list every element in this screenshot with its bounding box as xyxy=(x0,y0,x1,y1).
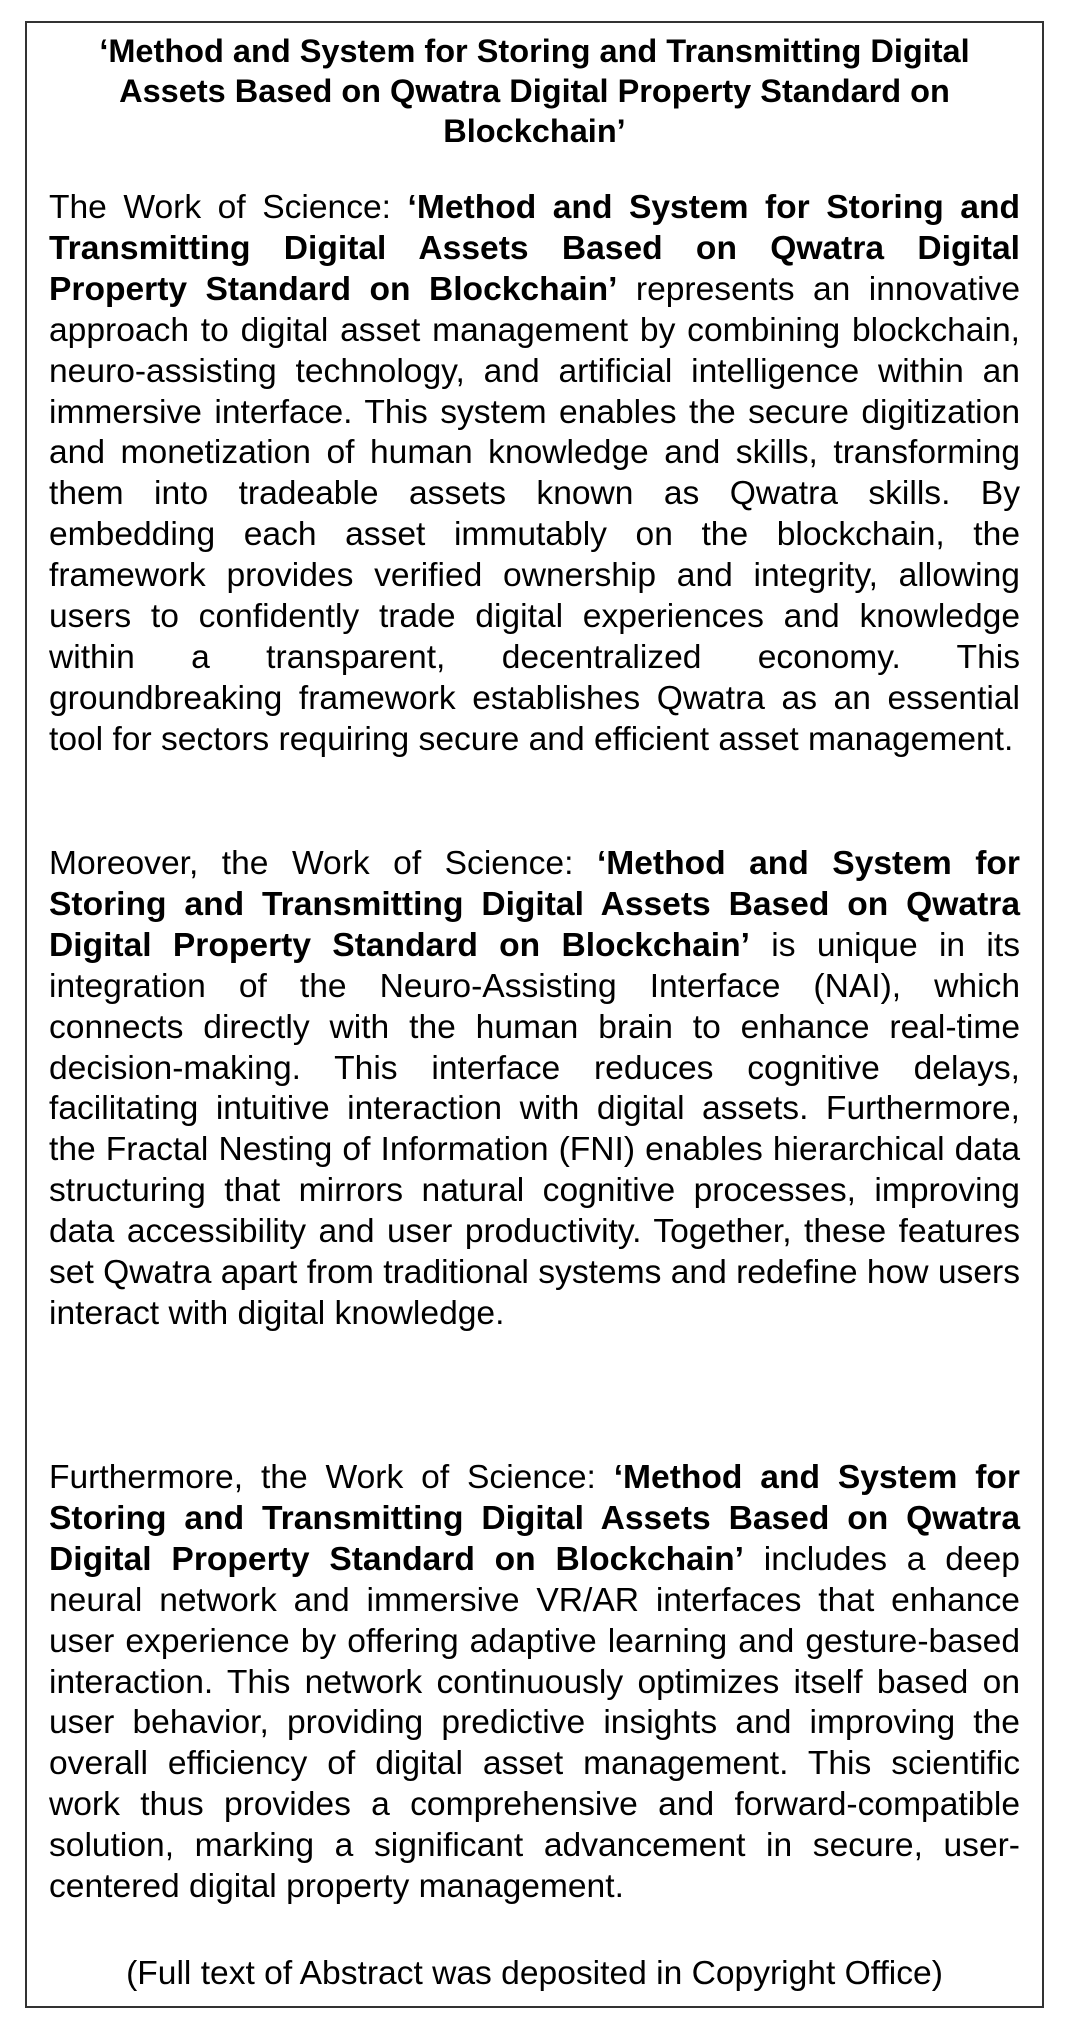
paragraph-2 xyxy=(49,844,1020,1335)
paragraph-3-body: includes a deep neural network and immersive VR/AR interfaces that enhance user experience by offering adaptive learning and gesture-based interaction. This network continuously optimizes itself based on user behavior, providing predictive insights and improving the overall efficiency of digital asset management. This scientific work thus provides a comprehensive and forward-compatible solution, marking a significant advancement in secure, user-centered digital property management. xyxy=(49,1540,1020,1906)
paragraph-2-work-title: ‘Method and System for Storing and Transmitting Digital Assets Based on Qwatra Digital Property Standard on Blockchain’ xyxy=(49,845,1020,964)
paragraph-1-body: represents an innovative approach to digital asset management by combining blockchain, neuro-assisting technology, and artificial intelligence within an immersive interface. This system enables the secure digitization and monetization of human knowledge and skills, transforming them into tradeable assets known as Qwatra skills. By embedding each asset immutably on the blockchain, the framework provides verified ownership and integrity, allowing users to confidently trade digital experiences and knowledge within a transparent, decentralized economy. This groundbreaking framework establishes Qwatra as an essential tool for sectors requiring secure and efficient asset management. xyxy=(49,270,1020,758)
paragraph-2-lead: Moreover, the Work of Science: xyxy=(49,845,597,882)
abstract-title: ‘Method and System for Storing and Transmitting Digital Assets Based on Qwatra Digital Property Standard on Blockchain’ xyxy=(99,33,970,149)
paragraph-1-lead: The Work of Science: xyxy=(49,189,408,226)
abstract-box xyxy=(25,21,1044,2008)
paragraph-2-body: is unique in its integration of the Neuro-Assisting Interface (NAI), which connects directly with the human brain to enhance real-time decision-making. This interface reduces cognitive delays, facilitating intuitive interaction with digital assets. Furthermore, the Fractal Nesting of Information (FNI) enables hierarchical data structuring that mirrors natural cognitive processes, improving data accessibility and user productivity. Together, these features set Qwatra apart from traditional systems and redefine how users interact with digital knowledge. xyxy=(49,926,1020,1332)
paragraph-3-work-title: ‘Method and System for Storing and Transmitting Digital Assets Based on Qwatra Digital Property Standard on Blockchain’ xyxy=(49,1459,1020,1578)
deposit-note: (Full text of Abstract was deposited in Copyright Office) xyxy=(126,1955,943,1992)
paragraph-3 xyxy=(49,1458,1020,1908)
paragraph-3-lead: Furthermore, the Work of Science: xyxy=(49,1459,614,1496)
paragraph-1 xyxy=(49,188,1020,761)
paragraph-1-work-title: ‘Method and System for Storing and Transmitting Digital Assets Based on Qwatra Digital Property Standard on Blockchain’ xyxy=(49,189,1021,308)
